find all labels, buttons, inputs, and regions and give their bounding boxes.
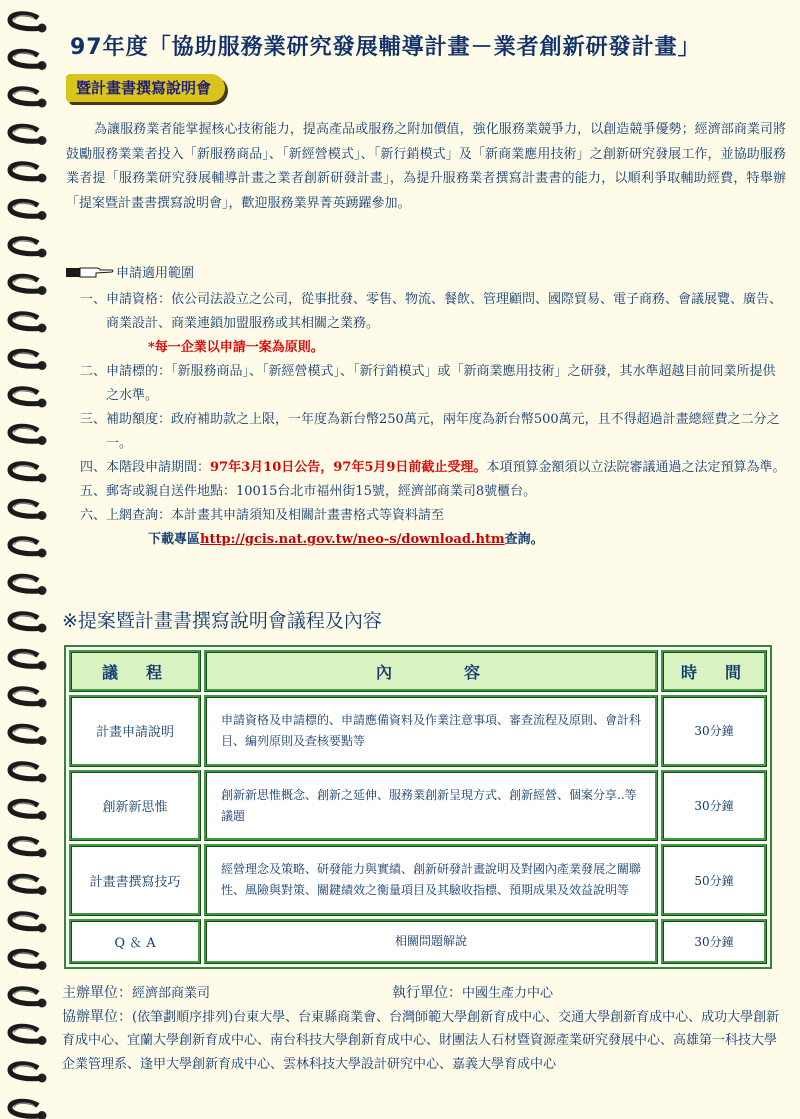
binding-ring — [10, 689, 47, 708]
binding-ring — [10, 576, 47, 595]
list-item — [62, 360, 788, 408]
item-number: 二、 — [79, 364, 106, 379]
list-item — [62, 480, 788, 504]
table-row — [69, 770, 767, 842]
item-label: 補助額度： — [106, 412, 172, 427]
organizer-value: 經濟部商業司 — [132, 986, 211, 1001]
table-row — [69, 695, 767, 767]
row-name: 創新新思惟 — [69, 770, 201, 842]
row-name: 計畫書撰寫技巧 — [69, 844, 201, 916]
table-row — [69, 844, 767, 916]
binding-ring — [10, 464, 47, 483]
co-organizer-label: 協辦單位： — [62, 1008, 132, 1025]
binding-ring — [10, 1064, 47, 1083]
agenda-table — [64, 645, 772, 969]
download-link[interactable]: http://gcis.nat.gov.tw/neo-s/download.htm — [200, 532, 505, 547]
notebook-binding-rings — [0, 0, 62, 1119]
item-label: 上網查詢： — [106, 508, 172, 523]
binding-ring — [10, 1026, 47, 1045]
binding-ring — [10, 501, 47, 520]
agenda-heading: ※提案暨計畫書撰寫說明會議程及內容 — [62, 610, 382, 632]
binding-ring — [10, 276, 47, 295]
header-agenda: 議 程 — [69, 650, 201, 692]
item-label: 本階段申請期間： — [106, 460, 211, 475]
binding-ring — [10, 201, 47, 220]
binding-ring — [10, 951, 47, 970]
list-item — [62, 456, 788, 480]
item-text: 本計畫其申請須知及相關計畫書格式等資料請至 — [171, 508, 445, 523]
binding-ring — [10, 389, 47, 408]
download-prefix: 下載專區 — [148, 532, 201, 547]
co-organizer-value: (依筆劃順序排列)台東大學、台東縣商業會、台灣師範大學創新育成中心、交通大學創新育成中心、成功大學創新育成中心、宜蘭大學創新育成中心、南台科技大學創新育成中心、財團法人石材暨資源產業研究發展中心、高雄第一科技大學企業管理系、逢甲大學創新育成中心、雲林科技大學設計研究中心、嘉義大學育成中心 — [62, 1009, 780, 1072]
row-desc: 經營理念及策略、研發能力與實績、創新研發計畫說明及對國內產業發展之關聯性、風險與對策、關鍵績效之衡量項目及其驗收指標、預期成果及效益說明等 — [204, 844, 658, 916]
binding-ring — [10, 51, 47, 70]
binding-ring — [10, 426, 47, 445]
executor-value: 中國生產力中心 — [462, 986, 554, 1001]
section-heading-label: 申請適用範圍 — [116, 266, 195, 281]
flyer-page — [62, 0, 792, 1119]
binding-ring — [10, 351, 47, 370]
list-item — [62, 408, 788, 456]
binding-ring — [10, 651, 47, 670]
item-number: 四、 — [79, 460, 106, 475]
binding-ring — [10, 914, 47, 933]
item-number: 六、 — [79, 508, 106, 523]
row-desc: 申請資格及申請標的、申請應備資料及作業注意事項、審查流程及原則、會計科目、編列原則及查核要點等 — [204, 695, 658, 767]
binding-ring — [10, 801, 47, 820]
binding-ring — [10, 126, 47, 145]
item-deadline: 97年3月10日公告，97年5月9日前截止受理。 — [210, 460, 487, 475]
row-time: 50分鐘 — [661, 844, 767, 916]
binding-ring — [10, 876, 47, 895]
row-time: 30分鐘 — [661, 695, 767, 767]
binding-ring — [10, 314, 47, 333]
item-note: *每一企業以申請一案為原則。 — [148, 340, 324, 355]
download-line — [106, 528, 788, 552]
item-number: 五、 — [79, 484, 106, 499]
item-text: 10015台北市福州街15號，經濟部商業司8號櫃台。 — [236, 484, 537, 499]
footer-organizers — [62, 982, 788, 1076]
binding-ring — [10, 164, 47, 183]
intro-paragraph: 為讓服務業者能掌握核心技術能力，提高產品或服務之附加價值，強化服務業競爭力，以創造競爭優勢；經濟部商業司將鼓勵服務業業者投入「新服務商品」、「新經營模式」、「新行銷模式」及「新商業應用技術」之創新研究發展工作，並協助服務業者提「服務業研究發展輔導計畫之業者創新研發計畫」，為提升服務業者撰寫計畫書的能力，以順利爭取輔助經費，特舉辦「提案暨計畫書撰寫說明會」，歡迎服務業界菁英踴躍參加。 — [66, 122, 786, 211]
item-text: 政府補助款之上限，一年度為新台幣250萬元，兩年度為新台幣500萬元，且不得超過計畫總經費之二分之一。 — [106, 412, 780, 451]
pointing-hand-icon — [66, 265, 114, 279]
organizer-label: 主辦單位： — [62, 985, 132, 1001]
item-label: 申請資格： — [106, 292, 172, 307]
page-title: 97年度「協助服務業研究發展輔導計畫－業者創新研發計畫」 — [70, 35, 701, 60]
table-row — [69, 919, 767, 964]
item-text: 「新服務商品」、「新經營模式」、「新行銷模式」或「新商業應用技術」之研發，其水準超越目前同業所提供之水準。 — [106, 364, 776, 403]
binding-ring — [10, 539, 47, 558]
binding-ring — [10, 726, 47, 745]
binding-ring — [10, 614, 47, 633]
header-content: 內 容 — [204, 650, 658, 692]
download-suffix: 查詢。 — [504, 532, 544, 547]
item-number: 三、 — [79, 412, 106, 427]
item-number: 一、 — [79, 292, 106, 307]
binding-ring — [10, 14, 47, 33]
binding-ring — [10, 1101, 47, 1119]
header-time: 時 間 — [661, 650, 767, 692]
row-name: 計畫申請說明 — [69, 695, 201, 767]
row-desc: 相關問題解說 — [204, 919, 658, 964]
binding-ring — [10, 764, 47, 783]
item-text: 依公司法設立之公司，從事批發、零售、物流、餐飲、管理顧問、國際貿易、電子商務、會議展覽、廣告、商業設計、商業連鎖加盟服務或其相關之業務。 — [106, 292, 783, 331]
list-item — [62, 288, 788, 360]
section-heading — [66, 262, 194, 281]
row-desc: 創新新思惟概念、創新之延伸、服務業創新呈現方式、創新經營、個案分享..等議題 — [204, 770, 658, 842]
row-name: Q ＆ A — [69, 919, 201, 964]
requirements-list — [62, 288, 788, 552]
item-text: 本項預算金額須以立法院審議通過之法定預算為準。 — [486, 460, 786, 475]
item-label: 申請標的： — [106, 364, 172, 379]
binding-ring — [10, 89, 47, 108]
row-time: 30分鐘 — [661, 919, 767, 964]
item-label: 郵寄或親自送件地點： — [106, 484, 237, 499]
binding-ring — [10, 839, 47, 858]
binding-ring — [10, 989, 47, 1008]
row-time: 30分鐘 — [661, 770, 767, 842]
binding-ring — [10, 239, 47, 258]
subtitle-banner: 暨計畫書撰寫說明會 — [66, 74, 225, 102]
executor-label: 執行單位： — [392, 985, 462, 1001]
list-item — [62, 504, 788, 552]
